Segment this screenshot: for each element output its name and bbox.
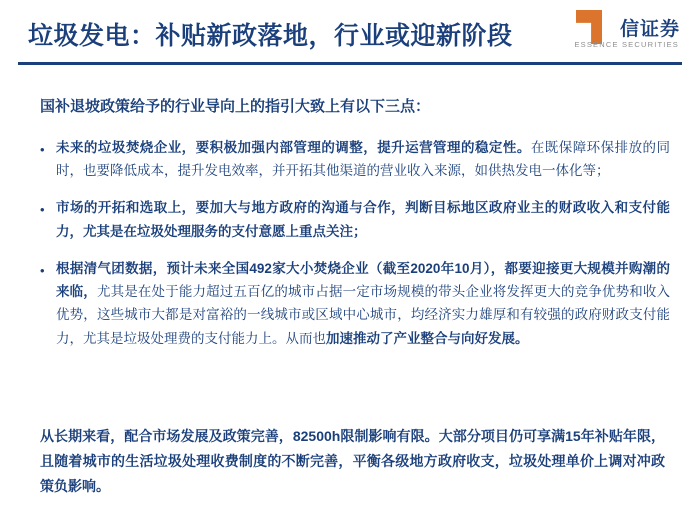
bullet-list bbox=[40, 136, 670, 364]
summary-highlight: 82500h bbox=[292, 428, 341, 444]
list-item-plain: 在既保障环保排放的同时，也要降低成本，提升发电效率，并开拓其他渠道的营业收入来源，如供热发电一体化等； bbox=[56, 140, 670, 179]
list-item-text bbox=[56, 136, 670, 182]
bullet-dot-icon bbox=[40, 136, 56, 156]
list-item-text bbox=[56, 196, 670, 242]
list-item-bold: 根据清气团数据，预计未来全国492家大小焚烧企业（截至2020年10月），都要迎接更大规模并购潮的来临， bbox=[56, 260, 670, 300]
summary-paragraph bbox=[40, 424, 665, 499]
list-item-text bbox=[56, 257, 670, 350]
logo-mark-icon bbox=[576, 10, 602, 44]
list-item-plain: 尤其是在处于能力超过五百亿的城市占据一定市场规模的带头企业将发挥更大的竞争优势和收入优势，这些城市大都是对富裕的一线城市或区域中心城市，均经济实力雄厚和有较强的政府财政支付能力，尤其是垃圾处理费的支付能力上。从而也 bbox=[56, 284, 671, 346]
bullet-dot-icon bbox=[40, 257, 56, 277]
list-item bbox=[40, 136, 670, 182]
company-logo bbox=[552, 8, 682, 58]
list-item-tail-bold: 加速推动了产业整合与向好发展。 bbox=[326, 330, 529, 346]
list-item-bold: 未来的垃圾焚烧企业，要积极加强内部管理的调整，提升运营管理的稳定性。 bbox=[56, 140, 531, 155]
slide-header bbox=[0, 0, 700, 70]
list-item bbox=[40, 196, 670, 242]
header-divider bbox=[18, 62, 682, 65]
lead-paragraph: 国补退坡政策给予的行业导向上的指引大致上有以下三点： bbox=[40, 98, 431, 115]
logo-text-en: ESSENCE SECURITIES bbox=[574, 40, 679, 49]
list-item bbox=[40, 257, 670, 350]
page-title: 垃圾发电：补贴新政落地，行业或迎新阶段 bbox=[28, 22, 513, 50]
bullet-dot-icon bbox=[40, 196, 56, 216]
list-item-bold: 市场的开拓和选取上，要加大与地方政府的沟通与合作，判断目标地区政府业主的财政收入和支付能力，尤其是在垃圾处理服务的支付意愿上重点关注； bbox=[56, 200, 670, 239]
summary-part2: 限制影响有限。大部分项目仍可享满15年补贴年限，且随着城市的生活垃圾处理收费制度的不断完善，平衡各级地方政府收支，垃圾处理单价上调对冲政策负影响。 bbox=[40, 428, 666, 494]
logo-text-cn: 信证券 bbox=[619, 19, 680, 40]
summary-part1: 从长期来看，配合市场发展及政策完善， bbox=[40, 428, 293, 444]
